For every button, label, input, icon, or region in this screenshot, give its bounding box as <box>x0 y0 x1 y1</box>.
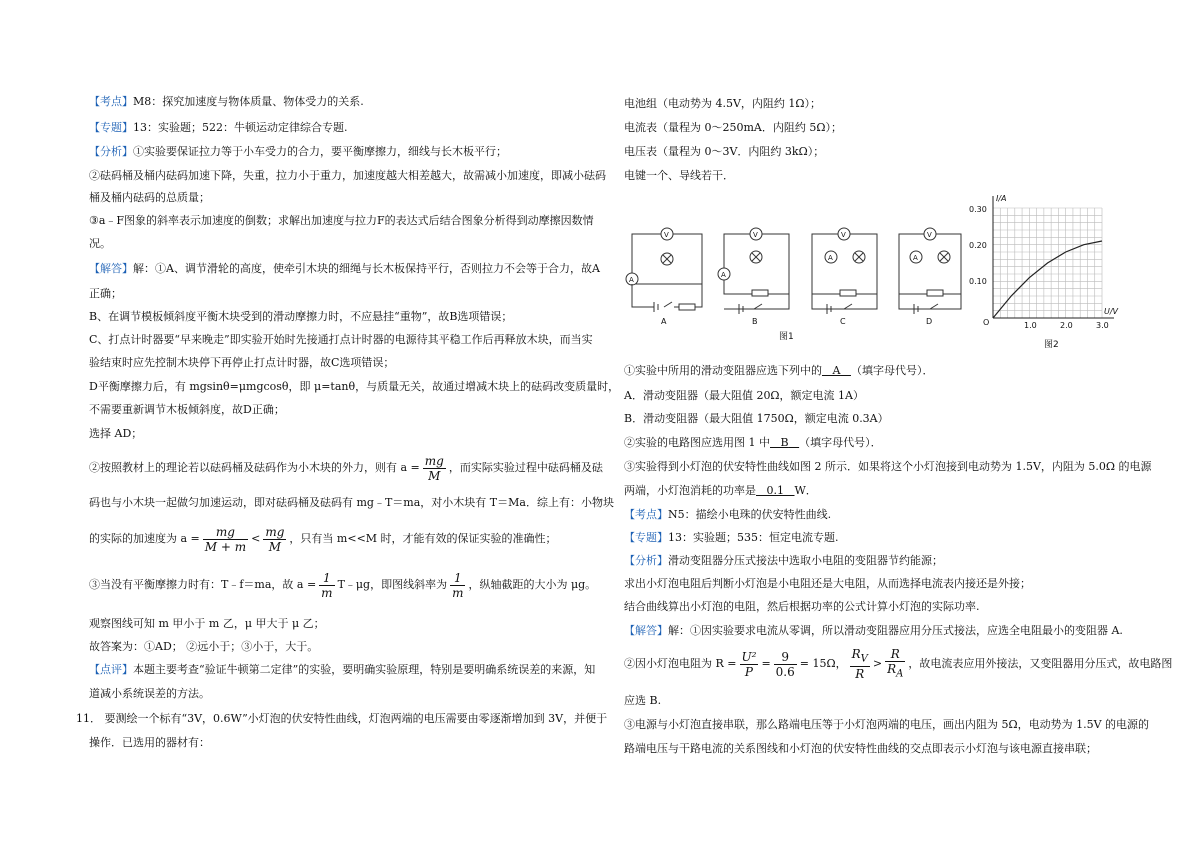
para4-text: 观察图线可知 m 甲小于 m 乙，μ 甲大于 μ 乙； <box>89 617 325 630</box>
zhuanti-line <box>89 121 348 135</box>
equipment-voltmeter: 电压表（量程为 0～3V．内阻约 3kΩ）； <box>624 145 825 158</box>
dianping-text: 本题主要考查“验证牛顿第二定律”的实验，要明确实验原理，特别是要明确系统误差的来源，知 <box>133 663 596 676</box>
jieda-text-4b: 不需要重新调节木板倾斜度，故D正确； <box>89 403 285 416</box>
formula-u2-over-p: $\frac{\text{U²}}{P}$ <box>741 649 757 679</box>
q2-answer <box>770 436 799 449</box>
jieda-tag: 【解答】 <box>89 262 133 275</box>
figure-1-caption: 图1 <box>779 332 794 342</box>
para3-line <box>89 568 596 602</box>
r-fenxi-text: 滑动变阻器分压式接法中选取小电阻的变阻器节约能源； <box>668 554 943 567</box>
svg-text:V: V <box>927 231 932 239</box>
r-jieda-2-line: ②因小灯泡电阻为 R = $\frac{\text{U²}}{P}$ = $\frac{9}{0.6}$ = 15Ω， $\frac{R_V}{R}$ > $\frac{R}{R_A}$ ，故电流表应用外接法，又变阻器用分压式，故电路图 <box>624 647 1173 682</box>
r-jieda-tag: 【解答】 <box>624 624 668 637</box>
r-jieda-2c: = 15Ω， <box>799 657 847 671</box>
para3-text-a: ③当没有平衡摩擦力时有：T﹣f＝ma，故 a = <box>89 578 317 591</box>
formula-mg-over-m: $\frac{mg}{M}$ <box>424 453 444 483</box>
formula-1-over-m: $\frac{1}{m}$ <box>321 570 333 600</box>
svg-text:A: A <box>721 271 726 279</box>
r-kaodian-text: N5：描绘小电珠的伏安特性曲线. <box>668 508 832 521</box>
q3-text-b: 两端，小灯泡消耗的功率是 <box>624 484 756 497</box>
dianping-line <box>89 663 595 677</box>
jieda-line <box>89 262 600 276</box>
circuit-a <box>626 228 702 312</box>
ytick-020: 0.20 <box>969 241 987 250</box>
ytick-030: 0.30 <box>969 205 987 214</box>
para3-text-c: ，纵轴截距的大小为 μg。 <box>468 578 597 591</box>
formula-r-over-ra: $\frac{R}{R_A}$ <box>887 647 904 680</box>
circuit-label-b: B <box>752 317 758 326</box>
fenxi-text-1: ①实验要保证拉力等于小车受力的合力，要平衡摩擦力，细线与长木板平行； <box>133 145 507 158</box>
fenxi-tag: 【分析】 <box>89 145 133 158</box>
para3-text-b: T﹣μg，即图线斜率为 <box>337 578 448 591</box>
fenxi-text-2b: 桶及桶内砝码的总质量； <box>89 191 210 204</box>
para2-text-a: ②按照教材上的理论若以砝码桶及砝码作为小木块的外力，则有 a = <box>89 461 420 474</box>
para2-text-e: ，只有当 m<<M 时，才能有效的保证实验的准确性； <box>289 532 557 545</box>
r-zhuanti-line <box>624 531 839 545</box>
q2-line <box>624 436 882 450</box>
q2-end: （填字母代号）． <box>799 436 882 449</box>
zhuanti-text: 13：实验题；522：牛顿运动定律综合专题. <box>133 121 348 134</box>
svg-text:V: V <box>841 231 846 239</box>
iv-curve <box>993 241 1102 318</box>
jieda-text-4: D平衡摩擦力后，有 mgsinθ=μmgcosθ，即 μ=tanθ，与质量无关，故通过增减木块上的砝码改变质量时， <box>89 380 620 393</box>
para2-text-d: 的实际的加速度为 a = <box>89 532 200 545</box>
jieda-text-5: 选择 AD； <box>89 427 143 440</box>
r-kaodian-line <box>624 508 831 522</box>
r-jieda-line <box>624 624 1123 638</box>
q3-text: ③实验得到小灯泡的伏安特性曲线如图 2 所示．如果将这个小灯泡接到电动势为 1.5V，内阻为 5.0Ω 的电源 <box>624 460 1152 473</box>
circuit-c <box>812 228 877 314</box>
equipment-ammeter: 电流表（量程为 0～250mA．内阻约 5Ω）； <box>624 121 842 134</box>
r-jieda-3: ③电源与小灯泡直接串联，那么路端电压等于小灯泡两端的电压，画出内阻为 5Ω，电动势为 1.5V 的电源的 <box>624 718 1150 731</box>
r-jieda-2d: ，故电流表应用外接法，又变阻器用分压式，故电路图 <box>908 657 1173 671</box>
graph-ylabel: I/A <box>996 194 1007 203</box>
svg-text:V: V <box>753 231 758 239</box>
formula-rv-over-r: $\frac{R_V}{R}$ <box>851 647 868 682</box>
svg-text:A: A <box>828 254 833 262</box>
q3-answer <box>756 484 795 497</box>
q3-end: W． <box>794 484 817 497</box>
svg-text:A: A <box>913 254 918 262</box>
r-jieda-2a: ②因小灯泡电阻为 R = <box>624 657 737 671</box>
figure-1-circuits <box>624 224 964 344</box>
circuit-label-c: C <box>840 317 846 326</box>
q1-answer-value: A <box>832 364 841 377</box>
circuit-d <box>899 228 961 314</box>
jieda-text-1b: 正确； <box>89 287 122 300</box>
svg-text:V: V <box>664 231 669 239</box>
jieda-text-3b: 验结束时应先控制木块停下再停止打点计时器，故C选项错误； <box>89 356 395 369</box>
r-zhuanti-text: 13：实验题；535：恒定电流专题. <box>668 531 839 544</box>
xtick-2: 2.0 <box>1060 321 1073 330</box>
fenxi-text-3: ③a﹣F图象的斜率表示加速度的倒数；求解出加速度与拉力F的表达式后结合图象分析得到动摩擦因数情 <box>89 214 594 227</box>
jieda-text-1: 解：①A、调节滑轮的高度，使牵引木块的细绳与长木板保持平行，否则拉力不会等于合力，故A <box>133 262 600 275</box>
kaodian-line <box>89 95 364 109</box>
r-fenxi-text-3: 结合曲线算出小灯泡的电阻，然后根据功率的公式计算小灯泡的实际功率. <box>624 600 980 613</box>
fenxi-text-3b: 况。 <box>89 237 111 250</box>
fenxi-line <box>89 145 507 159</box>
r-fenxi-text-2: 求出小灯泡电阻后判断小灯泡是小电阻还是大电阻，从而选择电流表内接还是外接； <box>624 577 1031 590</box>
zhuanti-tag: 【专题】 <box>89 121 133 134</box>
q1-text: ①实验中所用的滑动变阻器应选下列中的 <box>624 364 822 377</box>
kaodian-tag: 【考点】 <box>89 95 133 108</box>
r-jieda-2e: 应选 B. <box>624 694 662 707</box>
fenxi-text-2: ②砝码桶及桶内砝码加速下降，失重，拉力小于重力，加速度越大相差越大，故需减小加速度，即减小砝码 <box>89 169 606 182</box>
r-jieda-3b: 路端电压与干路电流的关系图线和小灯泡的伏安特性曲线的交点即表示小灯泡与该电源直接串联； <box>624 742 1097 755</box>
figure-2-graph <box>966 190 1126 352</box>
para2-text-b: ，而实际实验过程中砝码桶及砝 <box>448 461 603 474</box>
q2-answer-value: B <box>780 436 789 449</box>
figure-2-caption: 图2 <box>1044 340 1059 350</box>
r-jieda-text: 解：①因实验要求电流从零调，所以滑动变阻器应用分压式接法，应选全电阻最小的变阻器 A. <box>668 624 1123 637</box>
dianping-text-2: 道减小系统误差的方法。 <box>89 687 210 700</box>
equipment-battery: 电池组（电动势为 4.5V，内阻约 1Ω）； <box>624 97 822 110</box>
option-a: A．滑动变阻器（最大阻值 20Ω，额定电流 1A） <box>624 389 864 402</box>
r-fenxi-tag: 【分析】 <box>624 554 668 567</box>
xtick-3: 3.0 <box>1096 321 1109 330</box>
graph-origin: O <box>983 318 990 327</box>
formula-1-over-m-2: $\frac{1}{m}$ <box>452 570 464 600</box>
formula-mg-over-m-plus-m: $\frac{mg}{M + m}$ <box>204 524 247 554</box>
r-kaodian-tag: 【考点】 <box>624 508 668 521</box>
circuit-label-d: D <box>926 317 933 326</box>
formula-mg-over-m-2: $\frac{mg}{M}$ <box>265 524 285 554</box>
q3-answer-value: 0.1 <box>766 484 784 497</box>
r-fenxi-line <box>624 554 943 568</box>
q3-line-b <box>624 484 817 498</box>
r-jieda-2b: = <box>761 657 771 671</box>
q1-answer <box>822 364 851 377</box>
q1-line <box>624 364 933 378</box>
para2-line-d: 的实际的加速度为 a = $\frac{mg}{M + m}$ < $\frac{mg}{M}$ ，只有当 m<<M 时，才能有效的保证实验的准确性； <box>89 524 557 554</box>
kaodian-text: M8：探究加速度与物体质量、物体受力的关系. <box>133 95 364 108</box>
para2-text-c: 码也与小木块一起做匀加速运动，即对砝码桶及砝码有 mg﹣T＝ma，对小木块有 T＝Ma．综上有：小物块 <box>89 496 614 509</box>
svg-text:A: A <box>629 276 634 284</box>
graph-xlabel: U/V <box>1104 307 1119 316</box>
question-11: 11． 要测绘一个标有“3V，0.6W”小灯泡的伏安特性曲线，灯泡两端的电压需要由零逐渐增加到 3V，并便于 <box>76 712 608 725</box>
jieda-text-2: B、在调节模板倾斜度平衡木块受到的滑动摩擦力时，不应悬挂“重物”，故B选项错误； <box>89 310 513 323</box>
q2-text: ②实验的电路图应选用图 1 中 <box>624 436 770 449</box>
xtick-1: 1.0 <box>1024 321 1037 330</box>
question-11b: 操作．已选用的器材有： <box>89 736 210 749</box>
option-b: B．滑动变阻器（最大阻值 1750Ω，额定电流 0.3A） <box>624 412 889 425</box>
circuit-b <box>718 228 789 314</box>
r-zhuanti-tag: 【专题】 <box>624 531 668 544</box>
circuit-label-a: A <box>661 317 667 326</box>
para5-text: 故答案为：①AD； ②远小于；③小于，大于。 <box>89 640 319 653</box>
dianping-tag: 【点评】 <box>89 663 133 676</box>
equipment-switch: 电键一个、导线若干． <box>624 169 734 182</box>
q1-end: （填字母代号）． <box>850 364 934 377</box>
para2-line-a <box>89 451 603 485</box>
formula-9-over-06: $\frac{9}{0.6}$ <box>775 649 795 679</box>
ytick-010: 0.10 <box>969 277 987 286</box>
jieda-text-3: C、打点计时器要“早来晚走”即实验开始时先接通打点计时器的电源待其平稳工作后再释放木块，而当实 <box>89 333 593 346</box>
